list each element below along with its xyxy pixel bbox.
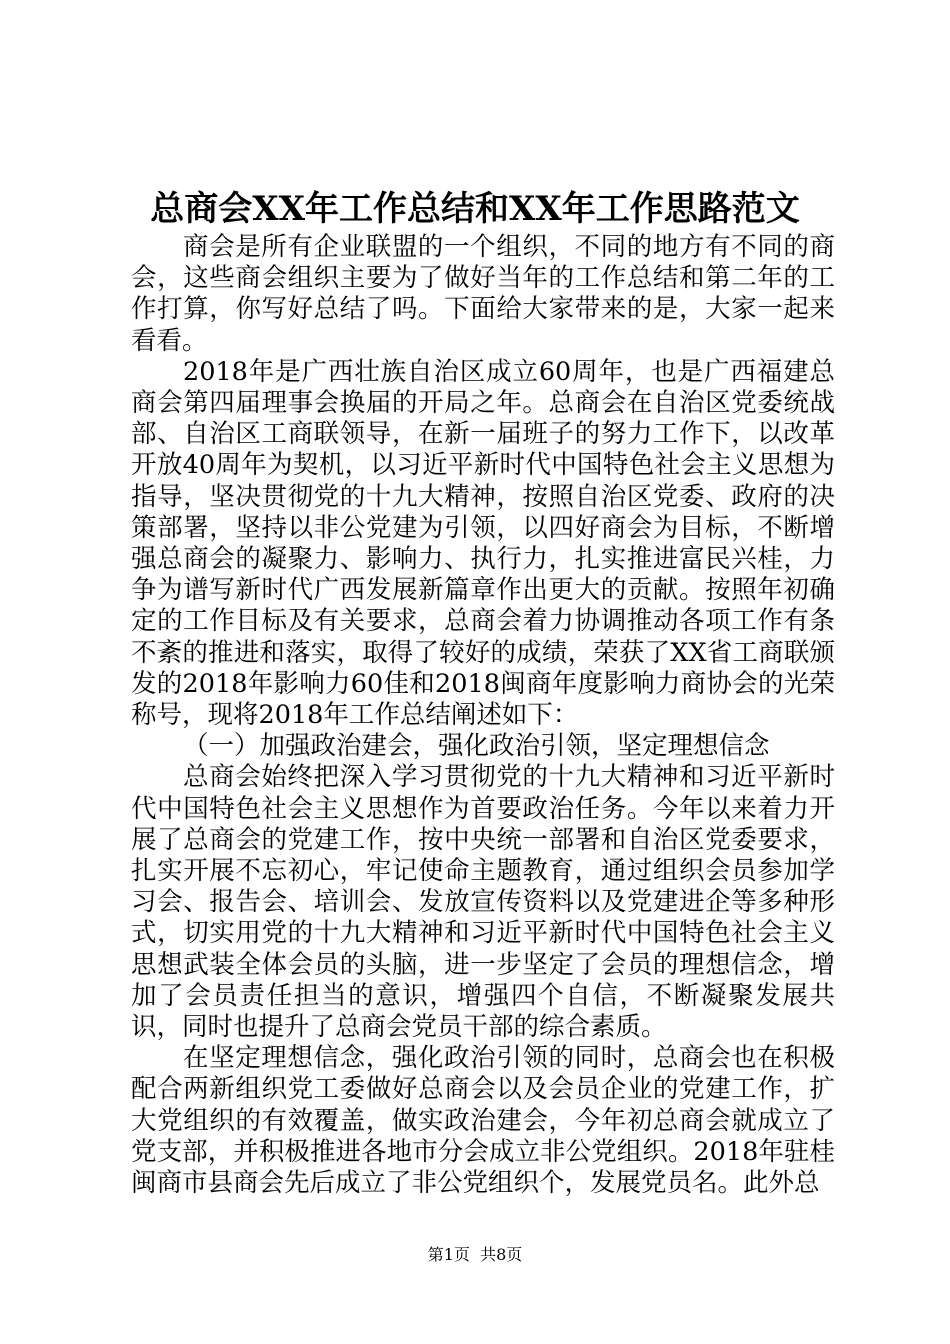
- paragraph-overview: 2018年是广西壮族自治区成立60周年，也是广西福建总商会第四届理事会换届的开局之年。总商会在自治区党委统战部、自治区工商联领导，在新一届班子的努力工作下，以改革开放40周年为契机，以习近平新时代中国特色社会主义思想为指导，坚决贯彻党的十九大精神，按照自治区党委、政府的决策部署，坚持以非公党建为引领，以四好商会为目标，不断增强总商会的凝聚力、影响力、执行力，扎实推进富民兴桂，力争为谱写新时代广西发展新篇章作出更大的贡献。按照年初确定的工作目标及有关要求，总商会着力协调推动各项工作有条不紊的推进和落实，取得了较好的成绩，荣获了XX省工商联颁发的2018年影响力60佳和2018闽商年度影响力商协会的光荣称号，现将2018年工作总结阐述如下：: [131, 356, 835, 731]
- document-title: 总商会XX年工作总结和XX年工作思路范文: [150, 189, 800, 229]
- section-heading-1: （一）加强政治建会，强化政治引领，坚定理想信念: [183, 731, 770, 762]
- document-body: [131, 232, 835, 1199]
- paragraph-section-1-continued: 在坚定理想信念，强化政治引领的同时，总商会也在积极配合两新组织党工委做好总商会以及会员企业的党建工作，扩大党组织的有效覆盖，做实政治建会，今年初总商会就成立了党支部，并积极推进各地市分会成立非公党组织。2018年驻桂闽商市县商会先后成立了非公党组织个，发展党员名。此外总: [131, 1043, 835, 1199]
- page-number-label: 第1页 共8页: [427, 1245, 523, 1264]
- page-footer: [0, 1244, 950, 1266]
- paragraph-section-1: 总商会始终把深入学习贯彻党的十九大精神和习近平新时代中国特色社会主义思想作为首要政治任务。今年以来着力开展了总商会的党建工作，按中央统一部署和自治区党委要求，扎实开展不忘初心，牢记使命主题教育，通过组织会员参加学习会、报告会、培训会、发放宣传资料以及党建进企等多种形式，切实用党的十九大精神和习近平新时代中国特色社会主义思想武装全体会员的头脑，进一步坚定了会员的理想信念，增加了会员责任担当的意识，增强四个自信，不断凝聚发展共识，同时也提升了总商会党员干部的综合素质。: [131, 762, 835, 1043]
- paragraph-intro: 商会是所有企业联盟的一个组织，不同的地方有不同的商会，这些商会组织主要为了做好当年的工作总结和第二年的工作打算，你写好总结了吗。下面给大家带来的是，大家一起来看看。: [131, 232, 835, 356]
